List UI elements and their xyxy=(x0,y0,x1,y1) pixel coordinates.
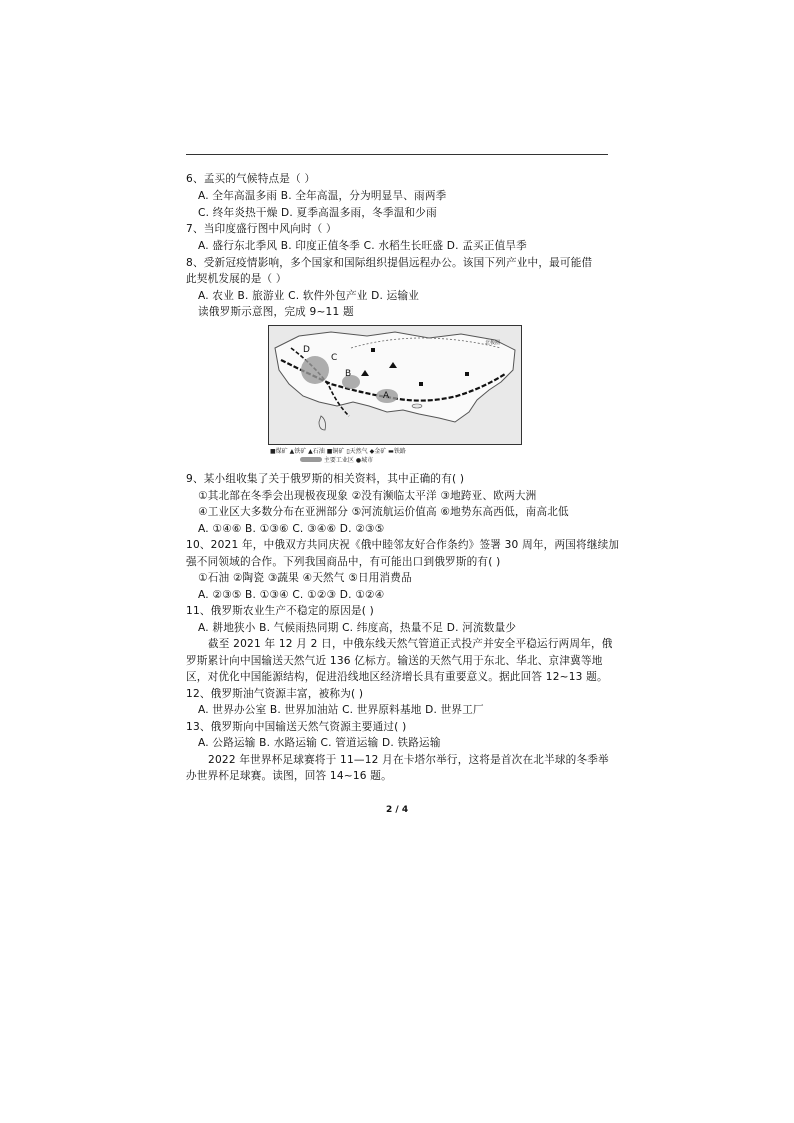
gas-legend-icon: ▯ xyxy=(346,448,350,455)
coal-mine-marker xyxy=(371,348,375,352)
q9-options: A. ①④⑥ B. ①③⑥ C. ③④⑥ D. ②③⑤ xyxy=(198,523,385,535)
map-label-b: B xyxy=(345,369,352,379)
q12-options: A. 世界办公室 B. 世界加油站 C. 世界原料基地 D. 世界工厂 xyxy=(198,704,484,716)
header-rule xyxy=(186,154,608,155)
q8-stem-line1: 8、受新冠疫情影响，多个国家和国际组织提倡远程办公。该国下列产业中，最可能借 xyxy=(186,257,593,269)
coal-legend-icon: ■ xyxy=(270,448,276,455)
q9-items-1: ①其北部在冬季会出现极夜现象 ②没有濒临太平洋 ③地跨亚、欧两大洲 xyxy=(198,490,537,502)
coal-mine-marker xyxy=(465,372,469,376)
lake-baikal xyxy=(412,404,422,408)
q8-options: A. 农业 B. 旅游业 C. 软件外包产业 D. 运输业 xyxy=(198,290,420,302)
passage-12-13-line2: 罗斯累计向中国输送天然气近 136 亿标方。输送的天然气用于东北、华北、京津冀等地 xyxy=(186,655,603,667)
russia-map-drawing xyxy=(269,326,521,444)
q12-stem: 12、俄罗斯油气资源丰富，被称为( ) xyxy=(186,688,364,700)
map-label-d: D xyxy=(303,345,310,355)
passage-12-13-line1: 截至 2021 年 12 月 2 日，中俄东线天然气管道正式投产并安全平稳运行两周年，俄 xyxy=(208,638,613,650)
passage-12-13-line3: 区，对优化中国能源结构，促进沿线地区经济增长具有重要意义。据此回答 12~13 题。 xyxy=(186,671,608,683)
q10-options: A. ②③⑤ B. ①③④ C. ①②③ D. ①②④ xyxy=(198,589,385,601)
q11-stem: 11、俄罗斯农业生产不稳定的原因是( ) xyxy=(186,605,375,617)
map-legend-row1: ■煤矿 ▲铁矿 ▲石油 ■铜矿 ▯天然气 ◆金矿 ▬铁路 xyxy=(270,448,406,455)
industrial-zone-west xyxy=(301,356,329,384)
railway-legend-icon: ▬ xyxy=(388,448,394,455)
q10-stem-line1: 10、2021 年，中俄双方共同庆祝《俄中睦邻友好合作条约》签署 30 周年，两国将继续加 xyxy=(186,539,620,551)
map-legend-row2: 主要工业区 ●城市 xyxy=(300,455,373,464)
iron-legend-icon: ▲ xyxy=(289,448,295,455)
industrial-zone-legend-icon xyxy=(300,457,322,462)
q7-options: A. 盛行东北季风 B. 印度正值冬季 C. 水稻生长旺盛 D. 孟买正值旱季 xyxy=(198,240,527,252)
q9-stem: 9、某小组收集了关于俄罗斯的相关资料，其中正确的有( ) xyxy=(186,473,465,485)
oil-legend-icon: ▲ xyxy=(308,448,313,455)
map-instruction: 读俄罗斯示意图，完成 9~11 题 xyxy=(198,306,354,318)
russia-map xyxy=(268,325,522,445)
map-label-c: C xyxy=(331,353,338,363)
coal-mine-marker xyxy=(419,382,423,386)
q13-stem: 13、俄罗斯向中国输送天然气资源主要通过( ) xyxy=(186,721,407,733)
arctic-circle-label: 北极圈 xyxy=(485,340,501,346)
q8-stem-line2: 此契机发展的是（ ） xyxy=(186,273,287,285)
q10-stem-line2: 强不同领域的合作。下列我国商品中，有可能出口到俄罗斯的有( ) xyxy=(186,556,501,568)
map-label-a: A xyxy=(383,391,390,401)
q6-options-ab: A. 全年高温多雨 B. 全年高温，分为明显旱、雨两季 xyxy=(198,190,447,202)
passage-14-16-line2: 办世界杯足球赛。读图，回答 14~16 题。 xyxy=(186,770,392,782)
q10-items: ①石油 ②陶瓷 ③蔬果 ④天然气 ⑤日用消费品 xyxy=(198,572,412,584)
city-legend-icon: ● xyxy=(355,457,362,464)
q11-options: A. 耕地狭小 B. 气候雨热同期 C. 纬度高，热量不足 D. 河流数量少 xyxy=(198,622,517,634)
q7-stem: 7、当印度盛行图中风向时（ ） xyxy=(186,223,337,235)
q9-items-2: ④工业区大多数分布在亚洲部分 ⑤河流航运价值高 ⑥地势东高西低，南高北低 xyxy=(198,506,569,518)
gold-legend-icon: ◆ xyxy=(369,448,375,455)
page-number: 2 / 4 xyxy=(386,805,409,815)
copper-legend-icon: ■ xyxy=(326,448,333,455)
passage-14-16-line1: 2022 年世界杯足球赛将于 11—12 月在卡塔尔举行，这将是首次在北半球的冬季举 xyxy=(208,754,609,766)
q6-options-cd: C. 终年炎热干燥 D. 夏季高温多雨，冬季温和少雨 xyxy=(198,207,437,219)
q6-stem: 6、孟买的气候特点是（ ） xyxy=(186,173,316,185)
q13-options: A. 公路运输 B. 水路运输 C. 管道运输 D. 铁路运输 xyxy=(198,737,441,749)
